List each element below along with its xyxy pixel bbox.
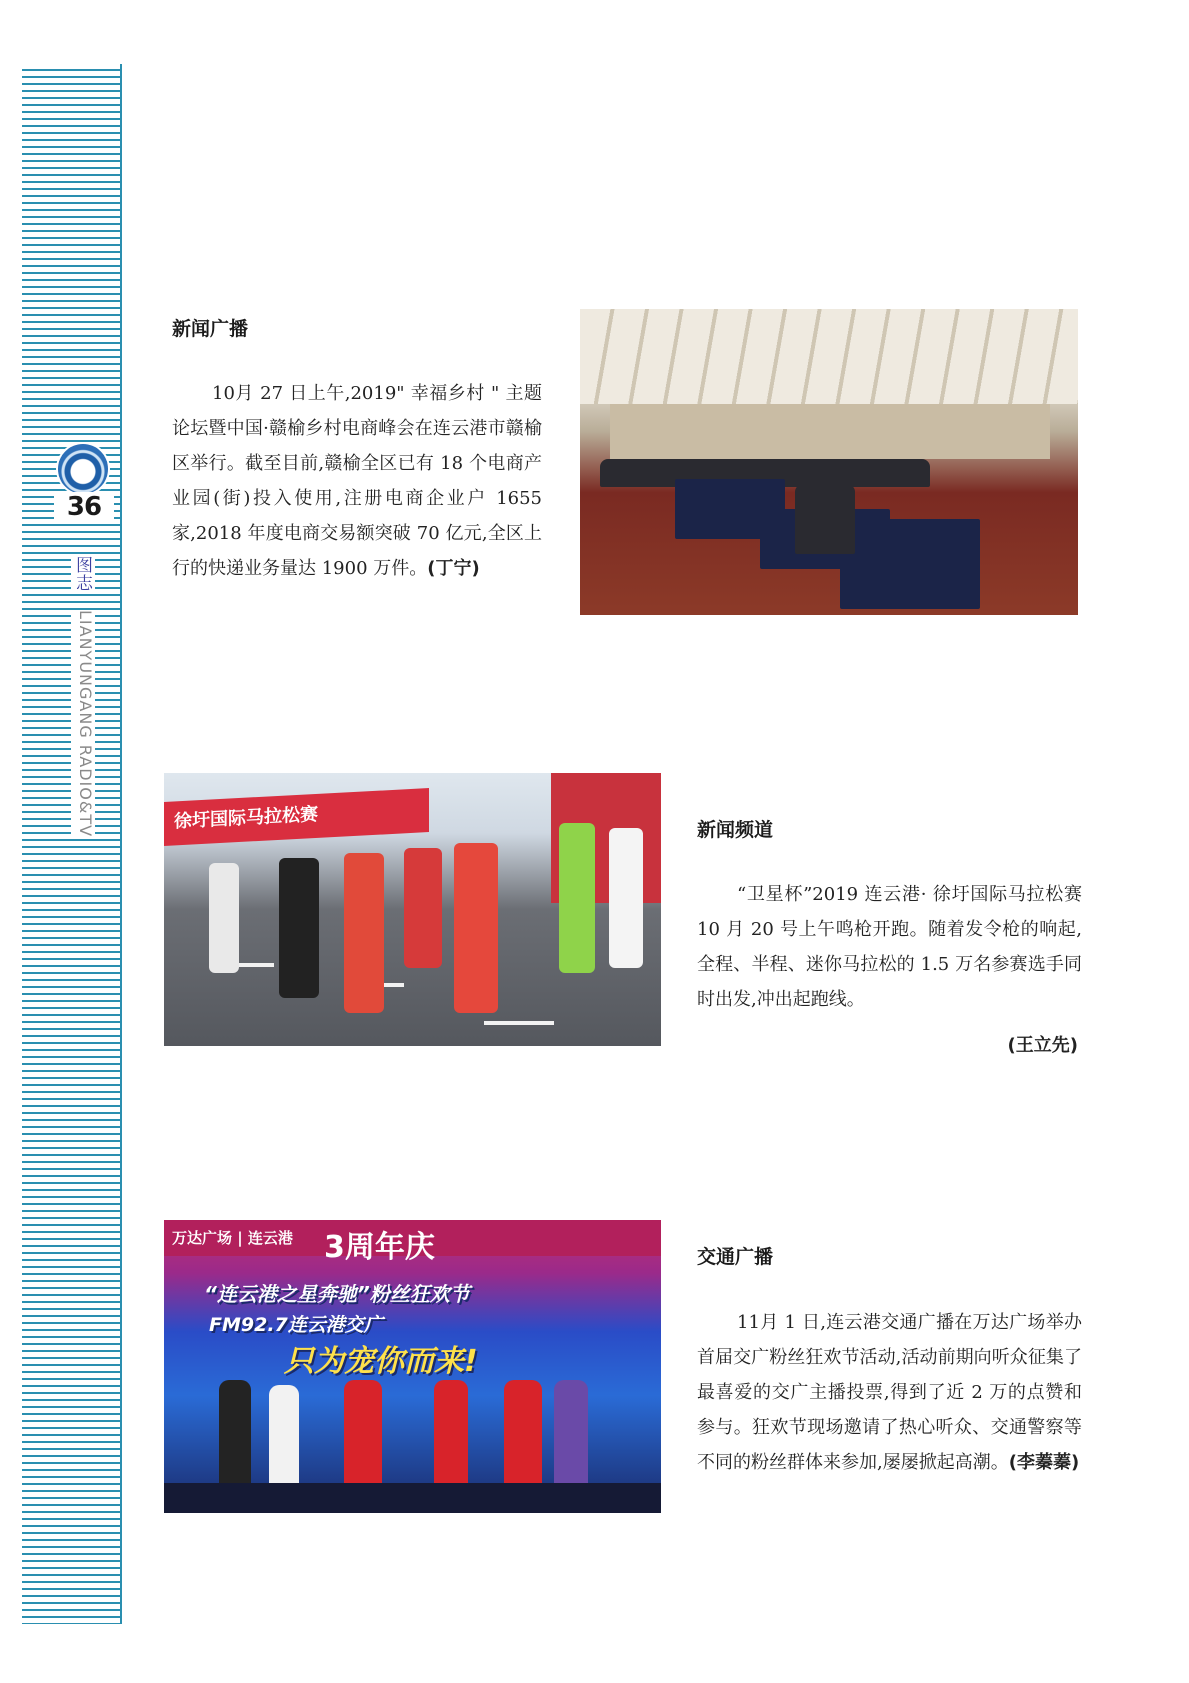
photo-lane-mark xyxy=(234,963,274,967)
photo-person xyxy=(344,1380,382,1490)
article-credit: (王立先) xyxy=(1007,1035,1078,1056)
photo-person xyxy=(434,1380,468,1490)
photo-headline: “连云港之星奔驰”粉丝狂欢节 xyxy=(204,1282,470,1306)
article-body-news-channel xyxy=(697,877,1082,1017)
decorative-stripe-band xyxy=(22,64,122,1624)
photo-runner xyxy=(404,848,442,968)
magazine-logo-icon xyxy=(58,444,108,494)
photo-ceiling xyxy=(580,309,1078,404)
article-heading-news-channel: 新闻频道 xyxy=(697,819,774,841)
photo-banner xyxy=(164,788,429,846)
photo-runner xyxy=(209,863,239,973)
photo-logo-text: 万达广场 | 连云港 xyxy=(172,1229,293,1247)
photo-marathon xyxy=(164,773,661,1046)
page-number: 36 xyxy=(54,492,114,522)
photo-audience-floor xyxy=(164,1483,661,1513)
photo-runner xyxy=(559,823,595,973)
photo-person xyxy=(269,1385,299,1485)
article-credit: (李蓁蓁) xyxy=(1008,1452,1080,1473)
photo-banner-text: 徐圩国际马拉松赛 xyxy=(174,803,318,833)
article-body-traffic-radio xyxy=(697,1305,1082,1480)
photo-table xyxy=(840,519,980,609)
article-heading-news-radio: 新闻广播 xyxy=(172,318,249,340)
photo-runner xyxy=(344,853,384,1013)
photo-person xyxy=(554,1380,588,1490)
article-body-news-radio xyxy=(172,376,542,586)
photo-runner xyxy=(454,843,498,1013)
article-body-text: 10月 27 日上午,2019" 幸福乡村 " 主题论坛暨中国·赣榆乡村电商峰会在连云港市赣榆区举行。截至目前,赣榆全区已有 18 个电商产业园(街)投入使用,注册电商企业户 1655 家,2018 年度电商交易额突破 70 亿元,全区上行的快递业务量达 1900 万件。 xyxy=(172,383,542,579)
article-heading-traffic-radio: 交通广播 xyxy=(697,1246,774,1268)
photo-runner xyxy=(609,828,643,968)
photo-wall xyxy=(610,404,1050,459)
article-body-text: “卫星杯”2019 连云港· 徐圩国际马拉松赛 10 月 20 号上午鸣枪开跑。随着发令枪的响起,全程、半程、迷你马拉松的 1.5 万名参赛选手同时出发,冲出起跑线。 xyxy=(697,884,1082,1010)
photo-person xyxy=(219,1380,251,1485)
photo-headline: 只为宠你而来! xyxy=(284,1344,478,1379)
photo-conference-hall xyxy=(580,309,1078,615)
photo-lane-mark xyxy=(484,1021,554,1025)
photo-runner xyxy=(279,858,319,998)
photo-anniversary-text: 3周年庆 xyxy=(324,1230,435,1265)
photo-stage-event xyxy=(164,1220,661,1513)
article-credit: (丁宁) xyxy=(427,558,480,579)
article-body-text: 11月 1 日,连云港交通广播在万达广场举办首届交广粉丝狂欢节活动,活动前期向听众征集了最喜爱的交广主播投票,得到了近 2 万的点赞和参与。狂欢节现场邀请了热心听众、交通警察等不同的粉丝群体来参加,屡屡掀起高潮。 xyxy=(697,1312,1082,1473)
photo-person xyxy=(504,1380,542,1490)
magazine-title: 图志 xyxy=(71,556,95,592)
photo-person xyxy=(795,484,855,554)
photo-headline: FM92.7连云港交广 xyxy=(209,1314,383,1336)
magazine-subtitle: LIANYUNGANG RADIO&TV xyxy=(71,610,95,837)
